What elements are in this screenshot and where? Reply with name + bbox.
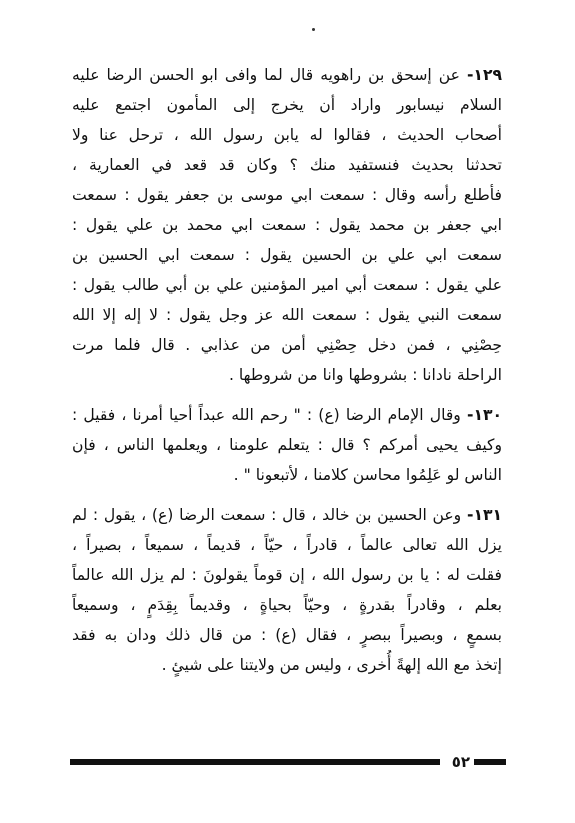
text-line [72, 650, 502, 680]
line-text: بعلم ، وقادراً بقدرةٍ ، وحيّاً بحياةٍ ، وقديماً بِقِدَمٍ ، وسميعاً [72, 596, 502, 614]
line-text: تحدثنا بحديث فنستفيد منك ؟ وكان قد قعد في العمارية ، [72, 156, 502, 174]
line-text: بسمعٍ ، وبصيراً ببصرٍ ، فقال (ع) : من قال ذلك ودان به فقد [72, 626, 502, 644]
line-text: الراحلة نادانا : بشروطها وانا من شروطها . [228, 366, 502, 384]
line-text: وقال الإمام الرضا (ع) : " رحم الله عبداً أحيا أمرنا ، فقيل : [72, 406, 461, 424]
text-line [72, 360, 502, 390]
text-line [72, 500, 502, 530]
footer-rule-right [474, 759, 506, 765]
text-line [72, 330, 502, 360]
text-line [72, 620, 502, 650]
page-speck [312, 28, 315, 31]
footer-rule-left [70, 759, 440, 765]
line-text: سمعت ابي علي بن الحسين يقول : سمعت ابي الحسين بن [72, 246, 502, 264]
line-text: فقلت له : يا بن رسول الله ، إن قوماً يقولونَ : لم يزل الله عالماً [72, 566, 502, 584]
line-text: وعن الحسين بن خالد ، قال : سمعت الرضا (ع) ، يقول : لم [72, 506, 462, 524]
text-line [72, 530, 502, 560]
line-text: إتخذ مع الله إلهةً أُخرى ، وليس من ولايتنا على شيئٍ . [161, 656, 502, 674]
hadith-entry [72, 500, 502, 680]
entry-number: ١٣٠- [466, 406, 502, 424]
line-text: ابي جعفر بن محمد يقول : سمعت ابي محمد بن علي يقول : [72, 216, 502, 234]
page-number: ٥٢ [451, 753, 470, 771]
line-text: فأطلع رأسه وقال : سمعت ابي موسى بن جعفر يقول : سمعت [72, 186, 502, 204]
text-line [72, 60, 502, 90]
text-line [72, 400, 502, 430]
line-text: السلام نيسابور واراد أن يخرج إلى المأمون اجتمع عليه [72, 96, 502, 114]
text-line [72, 300, 502, 330]
text-line [72, 270, 502, 300]
line-text: علي يقول : سمعت أبي امير المؤمنين علي بن أبي طالب يقول : [72, 276, 502, 294]
line-text: عن إسحق بن راهويه قال لما وافى ابو الحسن الرضا عليه [72, 66, 460, 84]
text-line [72, 460, 502, 490]
text-line [72, 560, 502, 590]
line-text: الناس لو عَلِمُوا محاسن كلامنا ، لأتبعونا " . [233, 466, 502, 484]
hadith-entry [72, 400, 502, 490]
text-line [72, 120, 502, 150]
line-text: يزل الله تعالى عالماً ، قادراً ، حيّاً ، قديماً ، سميعاً ، بصيراً ، [72, 536, 502, 554]
text-line [72, 180, 502, 210]
text-line [72, 90, 502, 120]
line-text: حِصْنِي ، فمن دخل حِصْنِي أمن من عذابي . قال فلما مرت [72, 336, 502, 354]
entry-number: ١٢٩- [466, 66, 502, 84]
hadith-entry [72, 60, 502, 390]
page-footer [70, 752, 506, 772]
page-body [72, 60, 502, 690]
line-text: أصحاب الحديث ، فقالوا له يابن رسول الله ، ترحل عنا ولا [72, 126, 502, 144]
line-text: سمعت النبي يقول : سمعت الله عز وجل يقول : لا إله إلا الله [72, 306, 502, 324]
line-text: وكيف يحيى أمركم ؟ قال : يتعلم علومنا ، ويعلمها الناس ، فإن [72, 436, 502, 454]
text-line [72, 240, 502, 270]
text-line [72, 210, 502, 240]
text-line [72, 430, 502, 460]
entry-number: ١٣١- [466, 506, 502, 524]
text-line [72, 150, 502, 180]
text-line [72, 590, 502, 620]
